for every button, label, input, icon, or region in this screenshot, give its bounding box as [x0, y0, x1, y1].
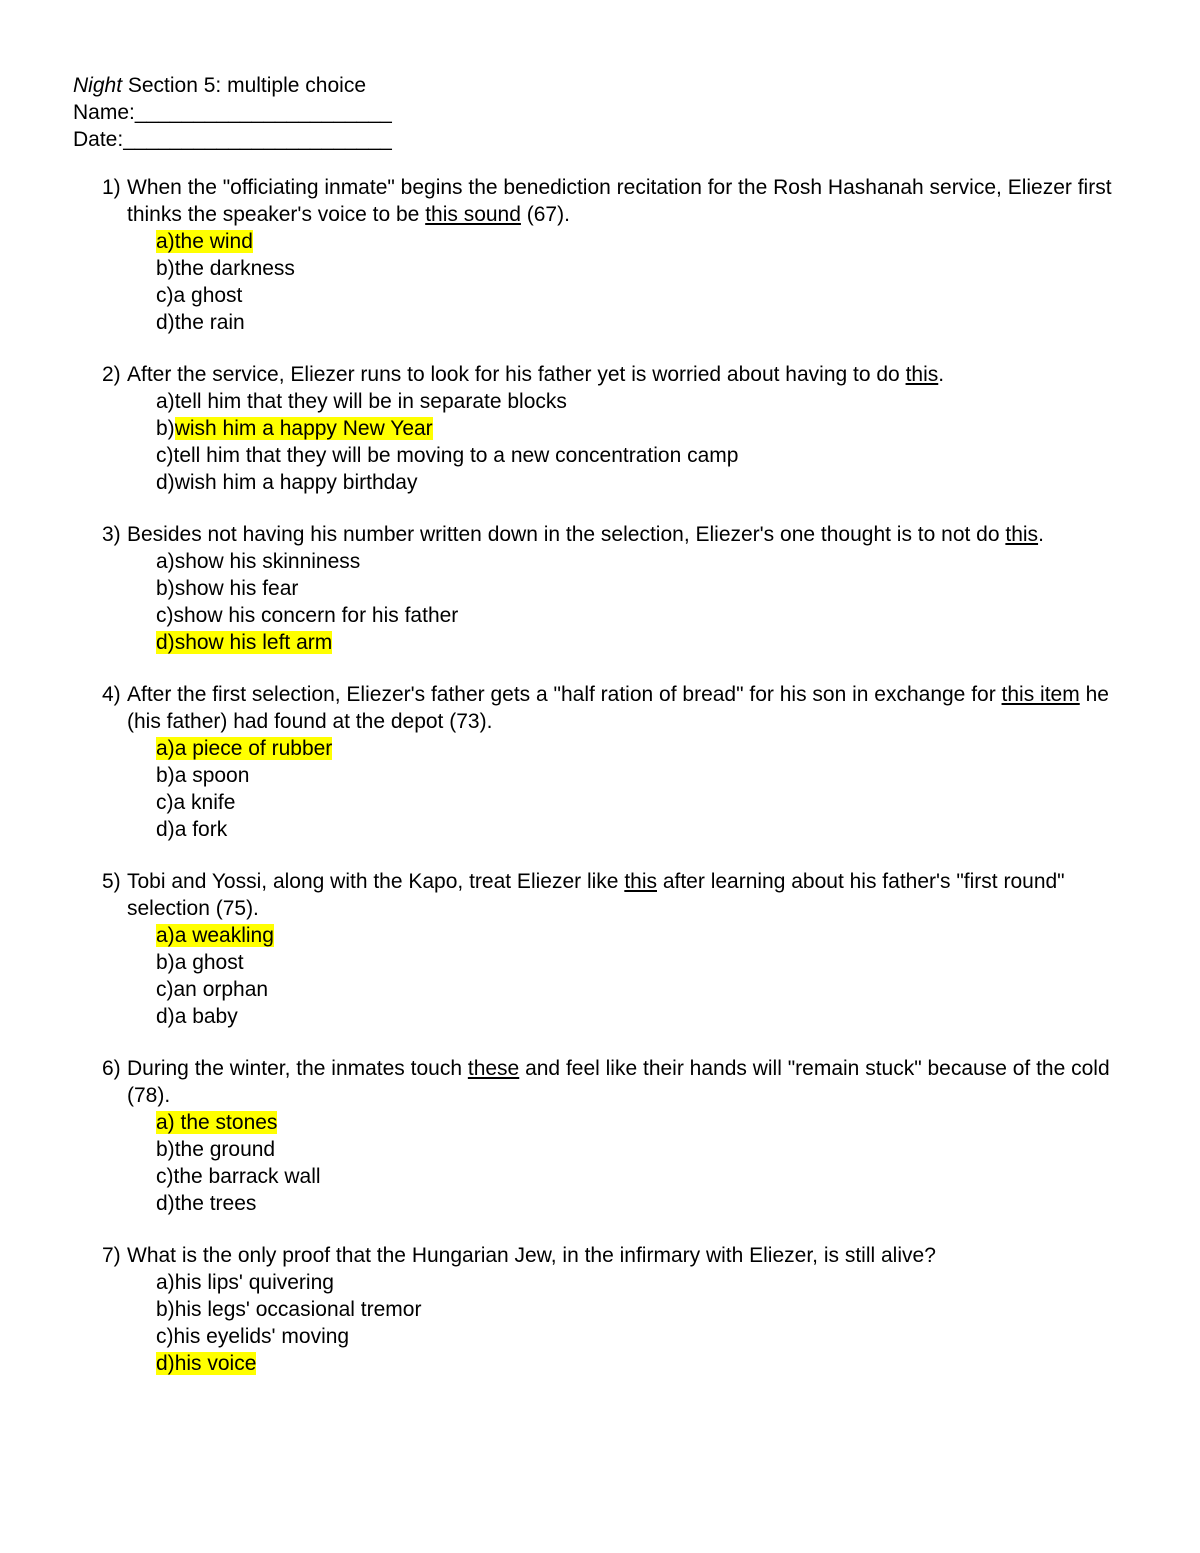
option-letter: b) — [156, 1298, 175, 1321]
answer-option — [156, 309, 1200, 336]
answer-option — [156, 548, 1200, 575]
answer-option — [156, 762, 1200, 789]
option-letter: c) — [156, 978, 174, 1001]
option-letter: c) — [156, 791, 174, 814]
option-text: an orphan — [173, 978, 269, 1001]
stem-text: During the winter, the inmates touch — [127, 1057, 468, 1080]
answer-option — [156, 1136, 1200, 1163]
underlined-phrase: this item — [1001, 683, 1080, 706]
question-6 — [0, 1055, 1200, 1217]
answer-option — [156, 1350, 1200, 1377]
answer-option — [156, 442, 1200, 469]
option-letter: c) — [156, 1165, 174, 1188]
stem-text: Tobi and Yossi, along with the Kapo, treat Eliezer like — [127, 870, 625, 893]
question-stem — [0, 681, 1200, 735]
question-4 — [0, 681, 1200, 843]
option-letter: a) — [156, 1111, 175, 1134]
underlined-phrase: these — [467, 1057, 520, 1080]
option-letter: b) — [156, 577, 175, 600]
option-letter: b) — [156, 417, 175, 440]
stem-text: Besides not having his number written down in the selection, Eliezer's one thought is to not do — [127, 523, 1006, 546]
option-text: a piece of rubber — [174, 737, 333, 760]
option-text: tell him that they will be moving to a new concentration camp — [173, 444, 739, 467]
option-letter: a) — [156, 550, 175, 573]
underlined-phrase: this — [624, 870, 657, 893]
option-text: the rain — [174, 311, 245, 334]
option-text: his legs' occasional tremor — [174, 1298, 422, 1321]
question-number: 6) — [102, 1057, 121, 1080]
option-text: show his skinniness — [174, 550, 361, 573]
option-text: tell him that they will be in separate blocks — [174, 390, 567, 413]
option-text: show his fear — [174, 577, 299, 600]
answer-options — [0, 548, 1200, 656]
option-letter: a) — [156, 1271, 175, 1294]
answer-option — [156, 415, 1200, 442]
option-text: a fork — [174, 818, 228, 841]
question-3 — [0, 521, 1200, 656]
option-letter: b) — [156, 257, 175, 280]
option-text: a baby — [174, 1005, 238, 1028]
answer-option — [156, 602, 1200, 629]
question-number: 7) — [102, 1244, 121, 1267]
answer-options — [0, 228, 1200, 336]
option-letter: d) — [156, 471, 175, 494]
question-5 — [0, 868, 1200, 1030]
option-letter: d) — [156, 1352, 175, 1375]
option-letter: b) — [156, 764, 175, 787]
answer-option — [156, 1269, 1200, 1296]
answer-options — [0, 1109, 1200, 1217]
option-letter: c) — [156, 1325, 174, 1348]
answer-option — [156, 735, 1200, 762]
title-rest: Section 5: multiple choice — [122, 74, 366, 97]
option-letter: a) — [156, 230, 175, 253]
option-letter: d) — [156, 818, 175, 841]
option-letter: a) — [156, 737, 175, 760]
answer-option — [156, 282, 1200, 309]
question-number: 3) — [102, 523, 121, 546]
option-text: the ground — [174, 1138, 276, 1161]
option-letter: d) — [156, 631, 175, 654]
question-stem — [0, 1242, 1200, 1269]
answer-option — [156, 388, 1200, 415]
option-text: a spoon — [174, 764, 250, 787]
answer-option — [156, 575, 1200, 602]
stem-text: After the first selection, Eliezer's father gets a "half ration of bread" for his son in exchange for — [127, 683, 1002, 706]
option-letter: b) — [156, 951, 175, 974]
stem-text: and feel like their hands will "remain stuck" because of the cold (78). — [127, 1057, 1110, 1107]
answer-option — [156, 1296, 1200, 1323]
option-letter: d) — [156, 311, 175, 334]
question-stem — [0, 521, 1200, 548]
option-letter: a) — [156, 924, 175, 947]
option-text: his lips' quivering — [174, 1271, 334, 1294]
answer-option — [156, 1163, 1200, 1190]
option-text: show his concern for his father — [173, 604, 459, 627]
underlined-phrase: this sound — [425, 203, 521, 226]
answer-option — [156, 255, 1200, 282]
answer-option — [156, 469, 1200, 496]
option-text: his eyelids' moving — [173, 1325, 350, 1348]
question-stem — [0, 174, 1200, 228]
question-7 — [0, 1242, 1200, 1377]
stem-text: he (his father) had found at the depot (73). — [127, 683, 1109, 733]
option-text: a ghost — [174, 951, 244, 974]
question-list — [0, 174, 1200, 1402]
date-line: Date:_______________________ — [73, 128, 392, 151]
option-text: wish him a happy New Year — [174, 417, 433, 440]
answer-options — [0, 1269, 1200, 1377]
stem-text: After the service, Eliezer runs to look for his father yet is worried about having to do — [127, 363, 906, 386]
answer-option — [156, 1109, 1200, 1136]
answer-option — [156, 922, 1200, 949]
answer-options — [0, 922, 1200, 1030]
option-text: a weakling — [174, 924, 274, 947]
stem-text: . — [938, 363, 945, 386]
worksheet-header — [73, 72, 392, 153]
answer-option — [156, 816, 1200, 843]
question-number: 5) — [102, 870, 121, 893]
stem-text: (67). — [520, 203, 570, 226]
question-number: 4) — [102, 683, 121, 706]
stem-text: . — [1038, 523, 1044, 546]
stem-text: When the "officiating inmate" begins the benediction recitation for the Rosh Hashanah service, Eliezer first thinks the speaker's voice to be — [127, 176, 1112, 226]
option-text: the darkness — [174, 257, 295, 280]
option-text: the barrack wall — [173, 1165, 321, 1188]
option-text: the trees — [174, 1192, 257, 1215]
question-number: 1) — [102, 176, 121, 199]
stem-text: What is the only proof that the Hungarian Jew, in the infirmary with Eliezer, is still alive? — [127, 1244, 936, 1267]
option-letter: c) — [156, 604, 174, 627]
question-number: 2) — [102, 363, 121, 386]
question-1 — [0, 174, 1200, 336]
option-text: wish him a happy birthday — [174, 471, 418, 494]
answer-option — [156, 976, 1200, 1003]
page-title — [73, 72, 392, 99]
answer-option — [156, 629, 1200, 656]
question-stem — [0, 361, 1200, 388]
option-letter: d) — [156, 1005, 175, 1028]
answer-option — [156, 1003, 1200, 1030]
option-text: his voice — [174, 1352, 257, 1375]
answer-options — [0, 735, 1200, 843]
title-italic: Night — [73, 74, 123, 97]
stem-text: after learning about his father's "first round" selection (75). — [127, 870, 1065, 920]
answer-option — [156, 228, 1200, 255]
answer-option — [156, 1190, 1200, 1217]
option-letter: a) — [156, 390, 175, 413]
option-text: the wind — [174, 230, 253, 253]
option-letter: b) — [156, 1138, 175, 1161]
option-text: a ghost — [173, 284, 243, 307]
answer-options — [0, 388, 1200, 496]
option-text: the stones — [174, 1111, 278, 1134]
underlined-phrase: this — [905, 363, 939, 386]
option-letter: c) — [156, 284, 174, 307]
answer-option — [156, 1323, 1200, 1350]
option-text: show his left arm — [174, 631, 333, 654]
answer-option — [156, 949, 1200, 976]
question-stem — [0, 868, 1200, 922]
option-letter: c) — [156, 444, 174, 467]
question-2 — [0, 361, 1200, 496]
answer-option — [156, 789, 1200, 816]
question-stem — [0, 1055, 1200, 1109]
underlined-phrase: this — [1005, 523, 1039, 546]
name-line: Name:______________________ — [73, 101, 392, 124]
option-letter: d) — [156, 1192, 175, 1215]
option-text: a knife — [173, 791, 236, 814]
